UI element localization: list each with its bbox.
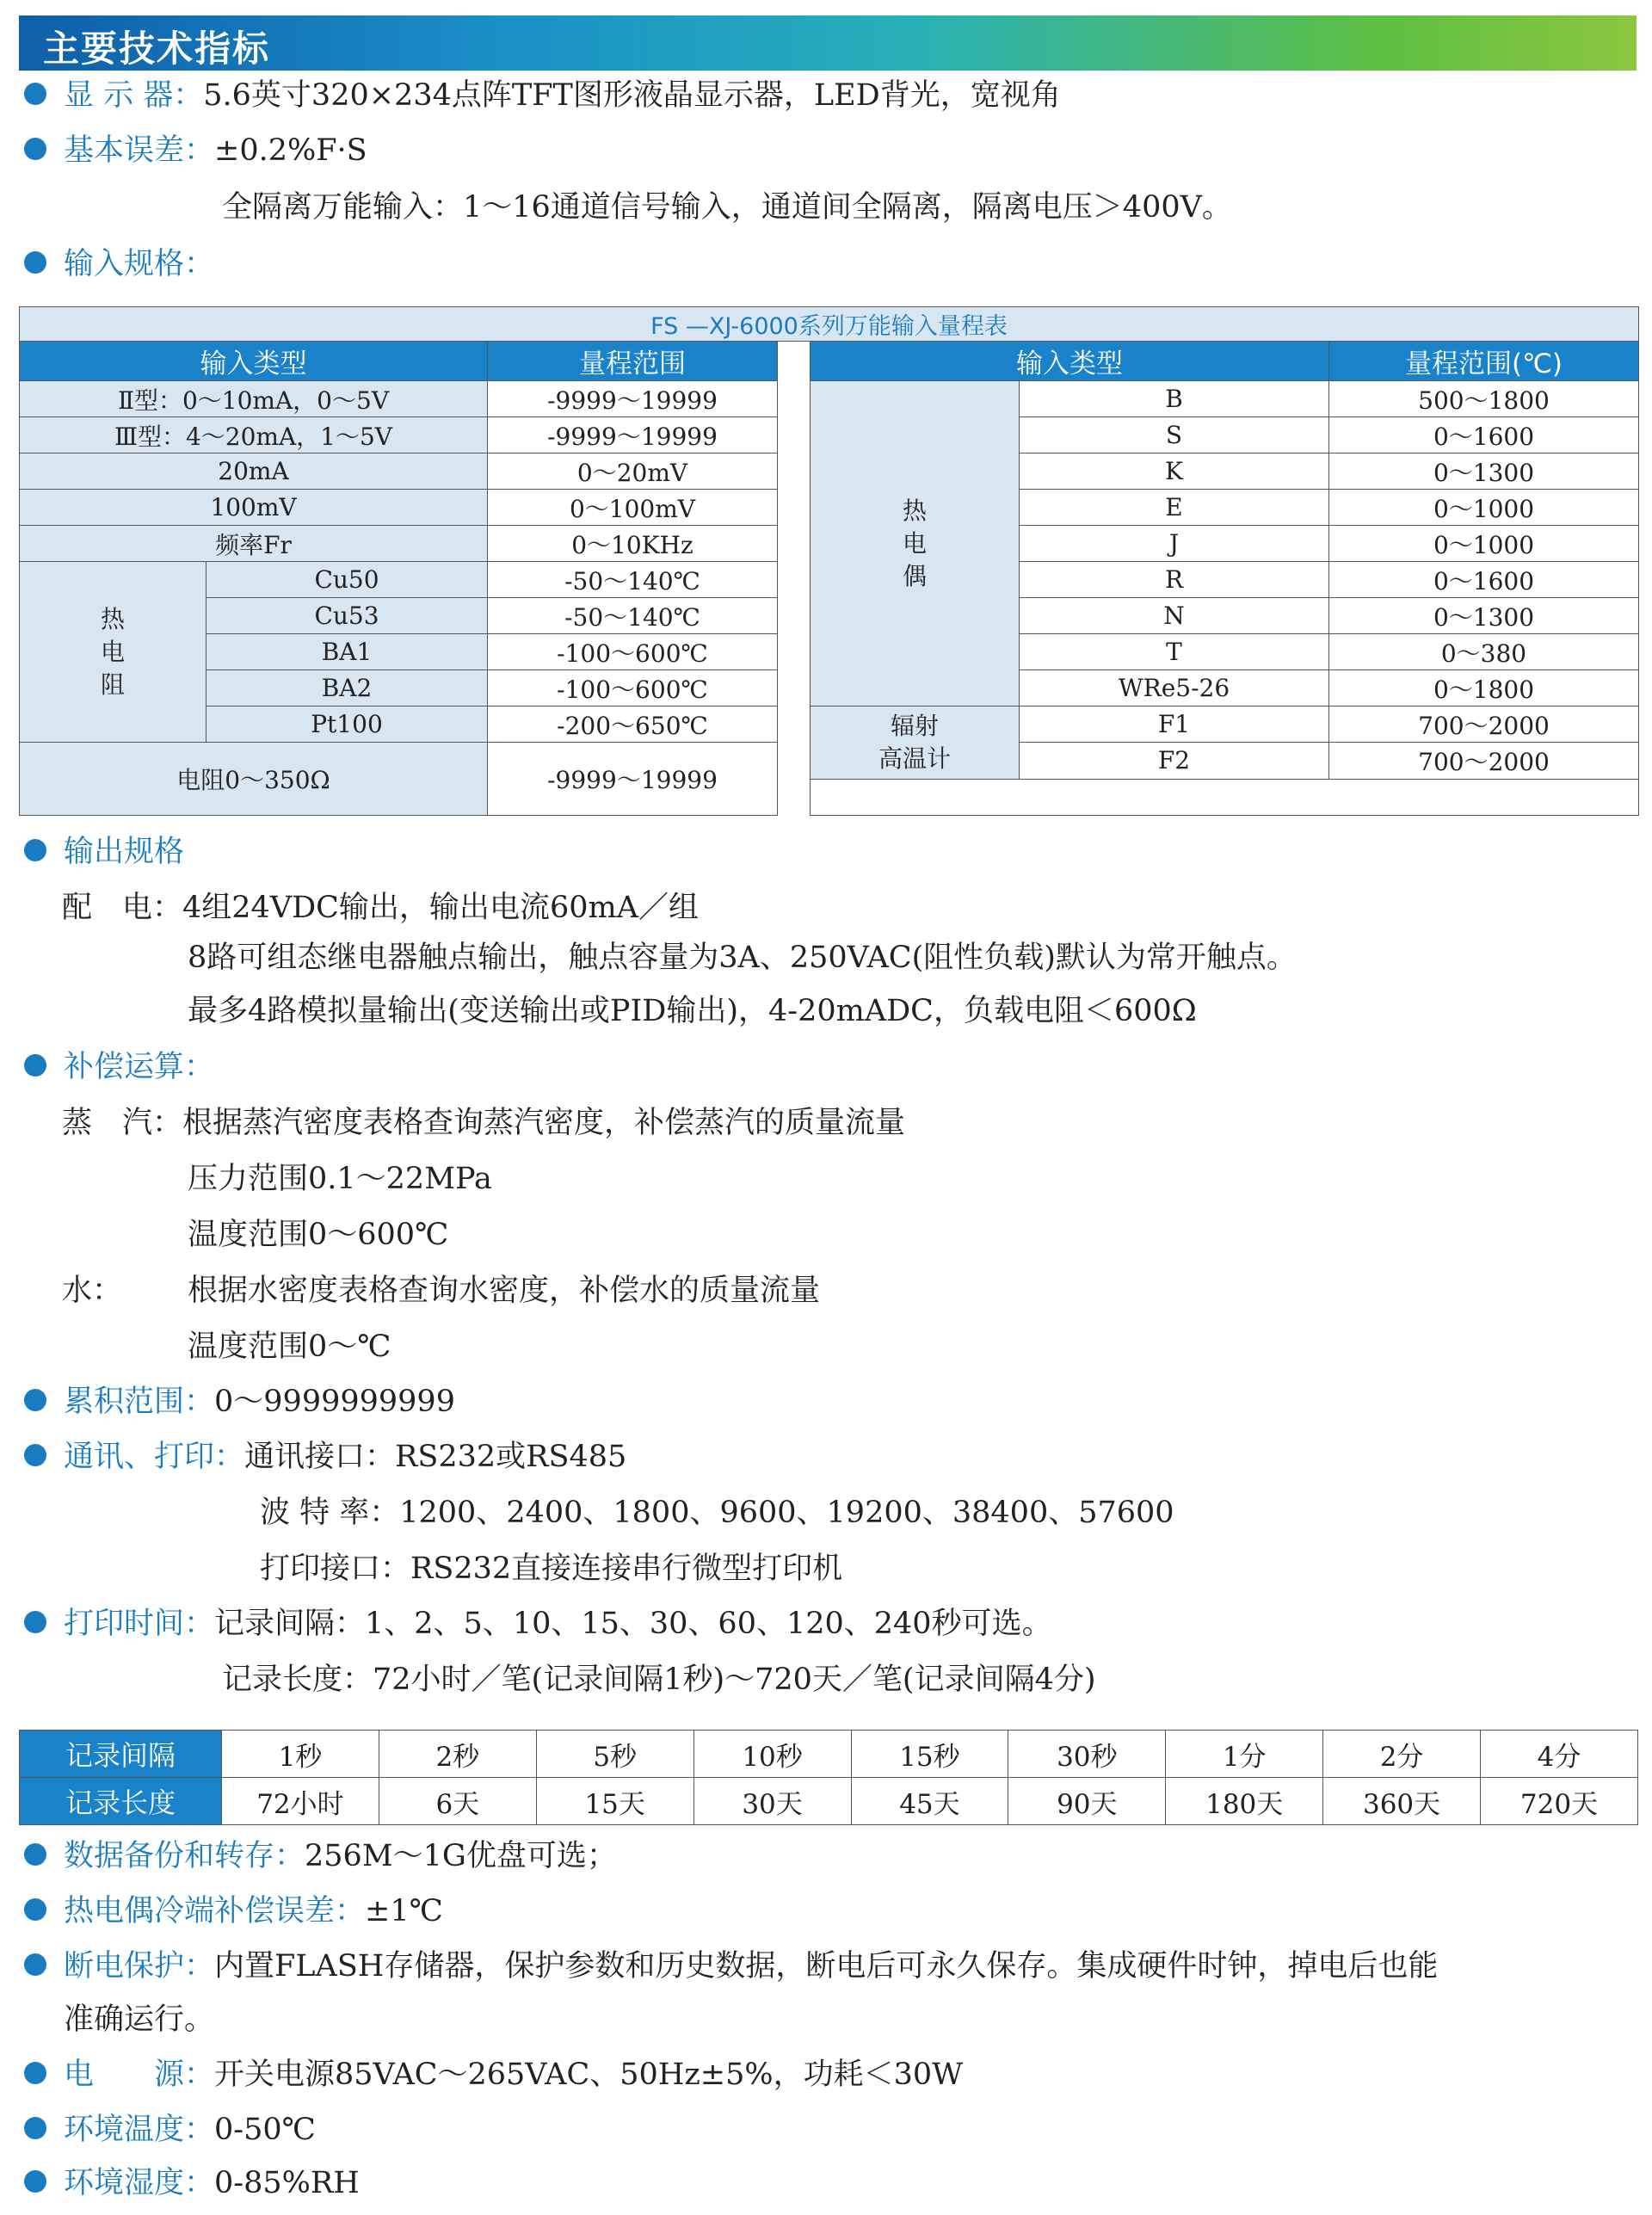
bullet-icon — [24, 1389, 46, 1411]
spec-value: 打印接口：RS232直接连接串行微型打印机 — [260, 1552, 843, 1586]
spec-value: 8路可组态继电器触点输出，触点容量为3A、250VAC(阻性负载)默认为常开触点。 — [188, 941, 1297, 975]
table-cell: -50～140℃ — [488, 562, 778, 598]
bullet-icon — [24, 2117, 46, 2139]
spec-value: 根据蒸汽密度表格查询蒸汽密度，补偿蒸汽的质量流量 — [182, 1106, 906, 1140]
water-compensation — [62, 1269, 820, 1312]
table-cell: Pt100 — [206, 706, 488, 743]
spec-label: 输出规格 — [64, 835, 185, 869]
power-fail-continued — [64, 1998, 214, 2041]
spec-label: 断电保护： — [64, 1949, 215, 1984]
table-cell: Cu50 — [206, 562, 488, 598]
spec-value: 内置FLASH存储器，保护参数和历史数据，断电后可永久保存。集成硬件时钟，掉电后也能 — [214, 1949, 1439, 1984]
record-cell: 72小时 — [222, 1778, 379, 1825]
spec-label: 电 源： — [64, 2058, 215, 2092]
water-temp — [188, 1325, 391, 1368]
range-table-caption: FS —XJ-6000系列万能输入量程表 — [20, 307, 1639, 342]
spec-value: ±1℃ — [365, 1894, 443, 1928]
radiation-group-label: 辐射 — [890, 711, 939, 740]
env-temp-spec — [24, 2108, 316, 2151]
record-table — [19, 1730, 1638, 1825]
table-cell: 0～1600 — [1329, 417, 1639, 453]
bullet-icon — [24, 251, 46, 274]
table-cell: 0～1000 — [1329, 526, 1639, 562]
table-cell: 0～380 — [1329, 634, 1639, 670]
table-cell: Ⅲ型：4～20mA，1～5V — [20, 417, 488, 453]
record-cell: 360天 — [1323, 1778, 1481, 1825]
table-cell: 0～1300 — [1329, 453, 1639, 490]
bullet-icon — [24, 839, 46, 861]
spec-label: 显 示 器： — [64, 78, 204, 113]
range-table — [19, 306, 1639, 816]
backup-spec — [24, 1835, 617, 1878]
tc-group-label: 热电偶 — [902, 496, 927, 590]
compensation-spec — [24, 1046, 214, 1089]
spec-value: 0-85%RH — [214, 2166, 360, 2200]
table-cell: 频率Fr — [20, 526, 488, 562]
record-cell: 45天 — [851, 1778, 1008, 1825]
table-header: 输入类型 — [811, 342, 1329, 381]
spec-sublabel: 水： — [62, 1274, 123, 1308]
error-spec — [24, 129, 367, 172]
table-empty-cell — [811, 779, 1639, 816]
bullet-icon — [24, 138, 46, 160]
output-spec — [24, 830, 184, 873]
rtd-group-cell — [20, 562, 206, 743]
record-cell: 10秒 — [693, 1731, 851, 1778]
spec-value: 全隔离万能输入：1～16通道信号输入，通道间全隔离，隔离电压＞400V。 — [222, 190, 1232, 225]
record-cell: 2分 — [1323, 1731, 1481, 1778]
table-gap — [778, 342, 811, 816]
table-cell: E — [1020, 490, 1329, 526]
table-cell: F1 — [1020, 706, 1329, 743]
bullet-icon — [24, 1953, 46, 1976]
table-cell: Ⅱ型：0～10mA，0～5V — [20, 381, 488, 417]
bullet-icon — [24, 83, 46, 105]
table-cell: BA1 — [206, 634, 488, 670]
table-cell: 0～1300 — [1329, 598, 1639, 634]
spec-value: 5.6英寸320×234点阵TFT图形液晶显示器，LED背光，宽视角 — [203, 78, 1061, 113]
spec-label: 补偿运算： — [64, 1050, 215, 1084]
table-cell: 700～2000 — [1329, 706, 1639, 743]
bullet-icon — [24, 1444, 46, 1466]
table-cell: J — [1020, 526, 1329, 562]
printer-port — [260, 1547, 842, 1590]
record-cell: 30秒 — [1008, 1731, 1166, 1778]
table-cell: N — [1020, 598, 1329, 634]
table-cell: 0～20mV — [488, 453, 778, 490]
section-header — [19, 15, 1637, 71]
spec-value: 开关电源85VAC～265VAC、50Hz±5%，功耗＜30W — [214, 2058, 964, 2092]
record-cell: 30天 — [693, 1778, 851, 1825]
table-cell: K — [1020, 453, 1329, 490]
isolation-spec — [222, 186, 1232, 229]
spec-sublabel: 蒸 汽： — [62, 1106, 183, 1140]
input-spec — [24, 243, 214, 286]
table-cell: -9999～19999 — [488, 417, 778, 453]
steam-temp — [188, 1213, 448, 1256]
spec-value: 记录间隔：1、2、5、10、15、30、60、120、240秒可选。 — [214, 1607, 1052, 1641]
spec-value: 记录长度：72小时／笔(记录间隔1秒)～720天／笔(记录间隔4分) — [222, 1663, 1096, 1697]
spec-label: 基本误差： — [64, 133, 215, 168]
bullet-icon — [24, 2062, 46, 2084]
table-cell: 0～1000 — [1329, 490, 1639, 526]
table-cell: -200～650℃ — [488, 706, 778, 743]
table-cell: 电阻0～350Ω — [20, 743, 488, 816]
table-header: 量程范围(℃) — [1329, 342, 1639, 381]
bullet-icon — [24, 2170, 46, 2193]
analog-output — [188, 990, 1197, 1033]
spec-sublabel: 配 电： — [62, 891, 183, 925]
spec-label: 通讯、打印： — [64, 1440, 245, 1474]
table-cell: -100～600℃ — [488, 634, 778, 670]
cold-junction-spec — [24, 1890, 443, 1933]
spec-value: 256M～1G优盘可选； — [305, 1839, 617, 1873]
table-cell: 0～100mV — [488, 490, 778, 526]
display-spec — [24, 74, 1061, 117]
spec-value: 温度范围0～600℃ — [188, 1218, 449, 1252]
spec-value: 0～9999999999 — [214, 1385, 455, 1419]
table-cell: 500～1800 — [1329, 381, 1639, 417]
table-cell: T — [1020, 634, 1329, 670]
record-cell: 4分 — [1481, 1731, 1638, 1778]
table-cell: F2 — [1020, 743, 1329, 780]
spec-value: 0-50℃ — [214, 2113, 316, 2147]
spec-value: 通讯接口：RS232或RS485 — [244, 1440, 627, 1474]
spec-value: 温度范围0～℃ — [188, 1330, 391, 1364]
env-humidity-spec — [24, 2162, 360, 2205]
record-row-header: 记录间隔 — [20, 1731, 222, 1778]
spec-label: 环境湿度： — [64, 2166, 215, 2200]
table-cell: 700～2000 — [1329, 743, 1639, 780]
record-cell: 6天 — [379, 1778, 536, 1825]
table-cell: 0～10KHz — [488, 526, 778, 562]
table-cell: Cu53 — [206, 598, 488, 634]
relay-output — [188, 936, 1297, 979]
record-length — [222, 1658, 1096, 1701]
table-cell: -100～600℃ — [488, 670, 778, 706]
table-header: 输入类型 — [20, 342, 488, 381]
spec-value: 准确运行。 — [64, 2002, 215, 2037]
rtd-group-label: 热电阻 — [100, 604, 125, 699]
spec-value: 4组24VDC输出，输出电流60mA／组 — [182, 891, 699, 925]
bullet-icon — [24, 1611, 46, 1633]
table-cell: B — [1020, 381, 1329, 417]
tc-group-cell — [811, 381, 1020, 706]
radiation-group-cell — [811, 706, 1020, 780]
spec-value: 波 特 率：1200、2400、1800、9600、19200、38400、57600 — [260, 1496, 1174, 1530]
table-cell: BA2 — [206, 670, 488, 706]
table-cell: 0～1800 — [1329, 670, 1639, 706]
record-cell: 1秒 — [222, 1731, 379, 1778]
record-cell: 15秒 — [851, 1731, 1008, 1778]
section-title: 主要技术指标 — [43, 28, 271, 70]
record-row-header: 记录长度 — [20, 1778, 222, 1825]
table-cell: 100mV — [20, 490, 488, 526]
steam-compensation — [62, 1101, 905, 1145]
accumulate-spec — [24, 1380, 455, 1423]
bullet-icon — [24, 1054, 46, 1077]
bullet-icon — [24, 1898, 46, 1921]
table-cell: -9999～19999 — [488, 743, 778, 816]
table-header: 量程范围 — [488, 342, 778, 381]
table-cell: 0～1600 — [1329, 562, 1639, 598]
bullet-icon — [24, 1843, 46, 1866]
record-cell: 2秒 — [379, 1731, 536, 1778]
table-cell: -50～140℃ — [488, 598, 778, 634]
table-cell: 20mA — [20, 453, 488, 490]
table-cell: S — [1020, 417, 1329, 453]
spec-label: 热电偶冷端补偿误差： — [64, 1894, 366, 1928]
spec-label: 环境温度： — [64, 2113, 215, 2147]
spec-label: 打印时间： — [64, 1607, 215, 1641]
record-cell: 720天 — [1481, 1778, 1638, 1825]
table-cell: WRe5-26 — [1020, 670, 1329, 706]
spec-value: 根据水密度表格查询水密度，补偿水的质量流量 — [188, 1274, 821, 1308]
record-cell: 90天 — [1008, 1778, 1166, 1825]
record-cell: 1分 — [1166, 1731, 1323, 1778]
record-cell: 5秒 — [536, 1731, 693, 1778]
spec-label: 输入规格： — [64, 247, 215, 281]
radiation-group-label: 高温计 — [878, 743, 951, 773]
print-time-spec — [24, 1602, 1052, 1645]
power-distribution — [62, 886, 699, 929]
spec-value: ±0.2%F·S — [214, 133, 367, 168]
spec-label: 数据备份和转存： — [64, 1839, 305, 1873]
spec-value: 压力范围0.1～22MPa — [188, 1162, 492, 1196]
record-cell: 15天 — [536, 1778, 693, 1825]
baud-rate — [260, 1491, 1174, 1534]
table-cell: R — [1020, 562, 1329, 598]
power-supply-spec — [24, 2053, 963, 2096]
spec-label: 累积范围： — [64, 1385, 215, 1419]
table-cell: -9999～19999 — [488, 381, 778, 417]
power-fail-spec — [24, 1945, 1438, 1988]
record-cell: 180天 — [1166, 1778, 1323, 1825]
spec-value: 最多4路模拟量输出(变送输出或PID输出)，4-20mADC，负载电阻＜600Ω — [188, 994, 1197, 1028]
steam-pressure — [188, 1157, 492, 1200]
comm-spec — [24, 1435, 626, 1478]
